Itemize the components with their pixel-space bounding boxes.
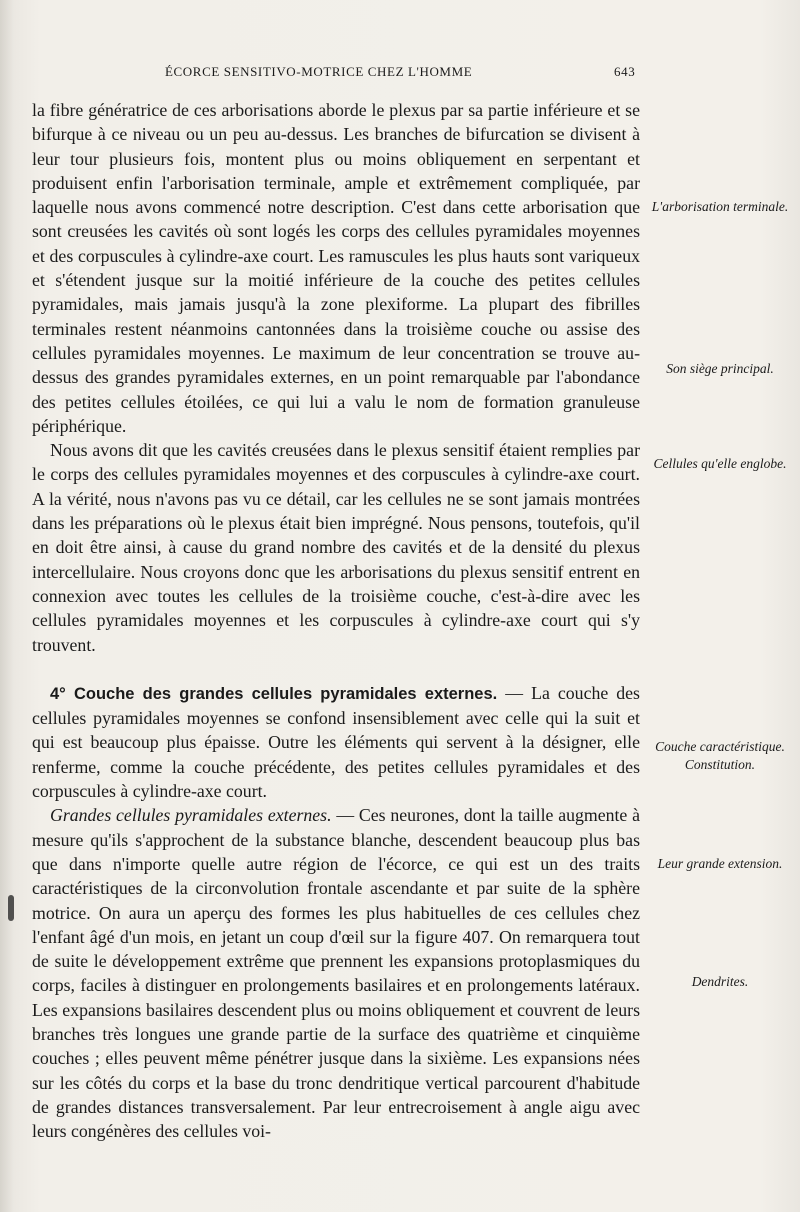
paragraph-cavities: Nous avons dit que les cavités creusées dans le plexus sensitif étaient remplies par le corps des cellules pyramidales moyennes et des corpuscules à cylindre-axe court. A la vérité, nous n'avons pas vu ce détail, car les cellules ne se sont jamais montrées dans les préparations où le plexus était bien imprégné. Nous pensons, toutefois, qu'il en doit être ainsi, à cause du grand nombre des cavités et de la densité du plexus intercellulaire. Nous croyons donc que les arborisations du plexus sensitif entrent en connexion avec toutes les cellules de la troisième couche, c'est-à-dire avec les cellules pyramidales moyennes et les corpuscules à cylindre-axe court qui s'y trouvent. (32, 440, 640, 655)
margin-note: Leur grande extension. (657, 856, 783, 871)
margin-note: Couche caractéristique. Constitution. (655, 739, 785, 772)
margin-note: Cellules qu'elle englobe. (653, 456, 787, 471)
paragraph-continued: la fibre génératrice de ces arborisations aborde le plexus par sa partie inférieure et se bifurque à ce niveau ou un peu au-dessus. Les branches de bifurcation se divisent à leur tour plusieurs fois, montent plus ou moins obliquement en serpentant et produisent enfin l'arborisation terminale, ample et extrêmement compliquée, par laquelle nous avons commencé notre description. C'est dans cette arborisation que sont creusées les cavités où sont logés les corps des cellules pyramidales moyennes et des corpuscules à cylindre-axe court. Les ramuscules les plus hauts sont variqueux et s'étendent jusque sur la moitié inférieure de la couche des petites cellules pyramidales, mais jamais jusqu'à la zone plexiforme. La plupart des fibrilles terminales restent néanmoins cantonnées dans la troisième couche ou assise des cellules pyramidales moyennes. Le maximum de leur concentration se trouve au-dessus des grandes pyramidales externes, en un point remarquable par l'abondance des petites cellules étoilées, ce qui lui a valu le nom de formation granuleuse périphérique. (32, 100, 640, 436)
subsection-heading: Grandes cellules pyramidales externes. (50, 805, 332, 826)
section-intro: — La couche des cellules pyramidales moyennes se confond insensiblement avec celle qui la suit et qui est beaucoup plus épaisse. Outre les éléments qui servent à la désigner, elle renferme, comme la couche précédente, des petites cellules pyramidales et des corpuscules à cylindre-axe court. (32, 682, 640, 802)
section-paragraph (32, 681, 640, 803)
margin-note: Dendrites. (691, 974, 749, 989)
running-header (0, 64, 800, 84)
section-heading: 4° Couche des grandes cellules pyramidales externes. (50, 684, 498, 703)
main-text-column (32, 98, 640, 1143)
subsection-text: — Ces neurones, dont la taille augmente à mesure qu'ils s'approchent de la substance blanche, descendent beaucoup plus bas que dans n'importe quelle autre région de l'écorce, ce qui est un des traits caractéristiques de la circonvolution frontale ascendante et par suite de la sphère motrice. On aura un aperçu des formes les plus habituelles de ces cellules chez l'enfant âgé d'un mois, en jetant un coup d'œil sur la figure 407. On remarquera tout de suite le développement extrême que prennent les expansions protoplasmiques du corps, faciles à distinguer en prolongements basilaires et en prolongements latéraux. Les expansions basilaires descendent plus ou moins obliquement et couvrent de leurs branches très longues une grande partie de la surface des quatrième et cinquième couches ; elles peuvent même pénétrer jusque dans la sixième. Les expansions nées sur les côtés du corps et la base du tronc dendritique vertical parcourent d'habitude de grandes distances transversalement. Par leur entrecroisement à angle aigu avec leurs congénères des cellules voi- (32, 805, 641, 1142)
page-number: 643 (614, 64, 636, 79)
margin-note: Son siège principal. (666, 361, 774, 376)
running-title: ÉCORCE SENSITIVO-MOTRICE CHEZ L'HOMME (165, 64, 473, 79)
subsection-paragraph (32, 803, 640, 1143)
binding-mark (8, 895, 14, 921)
margin-note: L'arborisation terminale. (651, 199, 789, 214)
